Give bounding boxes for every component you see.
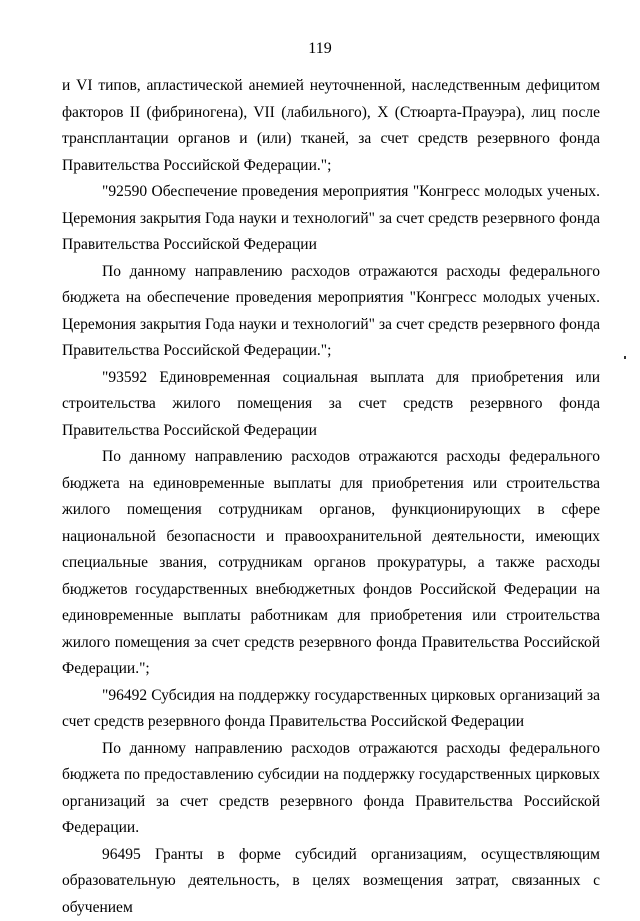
paragraph-96495-heading: 96495 Гранты в форме субсидий организациям, осуществляющим образовательную деятельность, в целях возмещения затрат, связанных с обучением xyxy=(62,842,600,921)
paragraph-96492-heading: "96492 Субсидия на поддержку государственных цирковых организаций за счет средств резервного фонда Правительства Российской Федерации xyxy=(62,683,600,736)
paragraph-92590-description: По данному направлению расходов отражаются расходы федерального бюджета на обеспечение проведения мероприятия "Конгресс молодых ученых. Церемония закрытия Года науки и технологий" за счет средств резервного фонда Правительства Российской Федерации."; xyxy=(62,259,600,365)
paragraph-93592-description: По данному направлению расходов отражаются расходы федерального бюджета на единовременные выплаты для приобретения или строительства жилого помещения сотрудникам органов, функционирующих в сфере национальной безопасности и правоохранительной деятельности, имеющих специальные звания, сотрудникам органов прокуратуры, а также расходы бюджетов государственных внебюджетных фондов Российской Федерации на единовременные выплаты работникам для приобретения или строительства жилого помещения за счет средств резервного фонда Правительства Российской Федерации."; xyxy=(62,444,600,683)
page-number: 119 xyxy=(0,40,640,58)
paragraph-92590-heading: "92590 Обеспечение проведения мероприятия "Конгресс молодых ученых. Церемония закрытия Года науки и технологий" за счет средств резервного фонда Правительства Российской Федерации xyxy=(62,179,600,259)
paragraph-96492-description: По данному направлению расходов отражаются расходы федерального бюджета по предоставлению субсидии на поддержку государственных цирковых организаций за счет средств резервного фонда Правительства Российской Федерации. xyxy=(62,736,600,842)
document-body xyxy=(62,73,600,921)
paragraph-continuation: и VI типов, апластической анемией неуточненной, наследственным дефицитом факторов II (фибриногена), VII (лабильного), X (Стюарта-Прауэра), лиц после трансплантации органов и (или) тканей, за счет средств резервного фонда Правительства Российской Федерации."; xyxy=(62,73,600,179)
paragraph-93592-heading: "93592 Единовременная социальная выплата для приобретения или строительства жилого помещения за счет средств резервного фонда Правительства Российской Федерации xyxy=(62,365,600,445)
scan-speck xyxy=(624,356,626,359)
